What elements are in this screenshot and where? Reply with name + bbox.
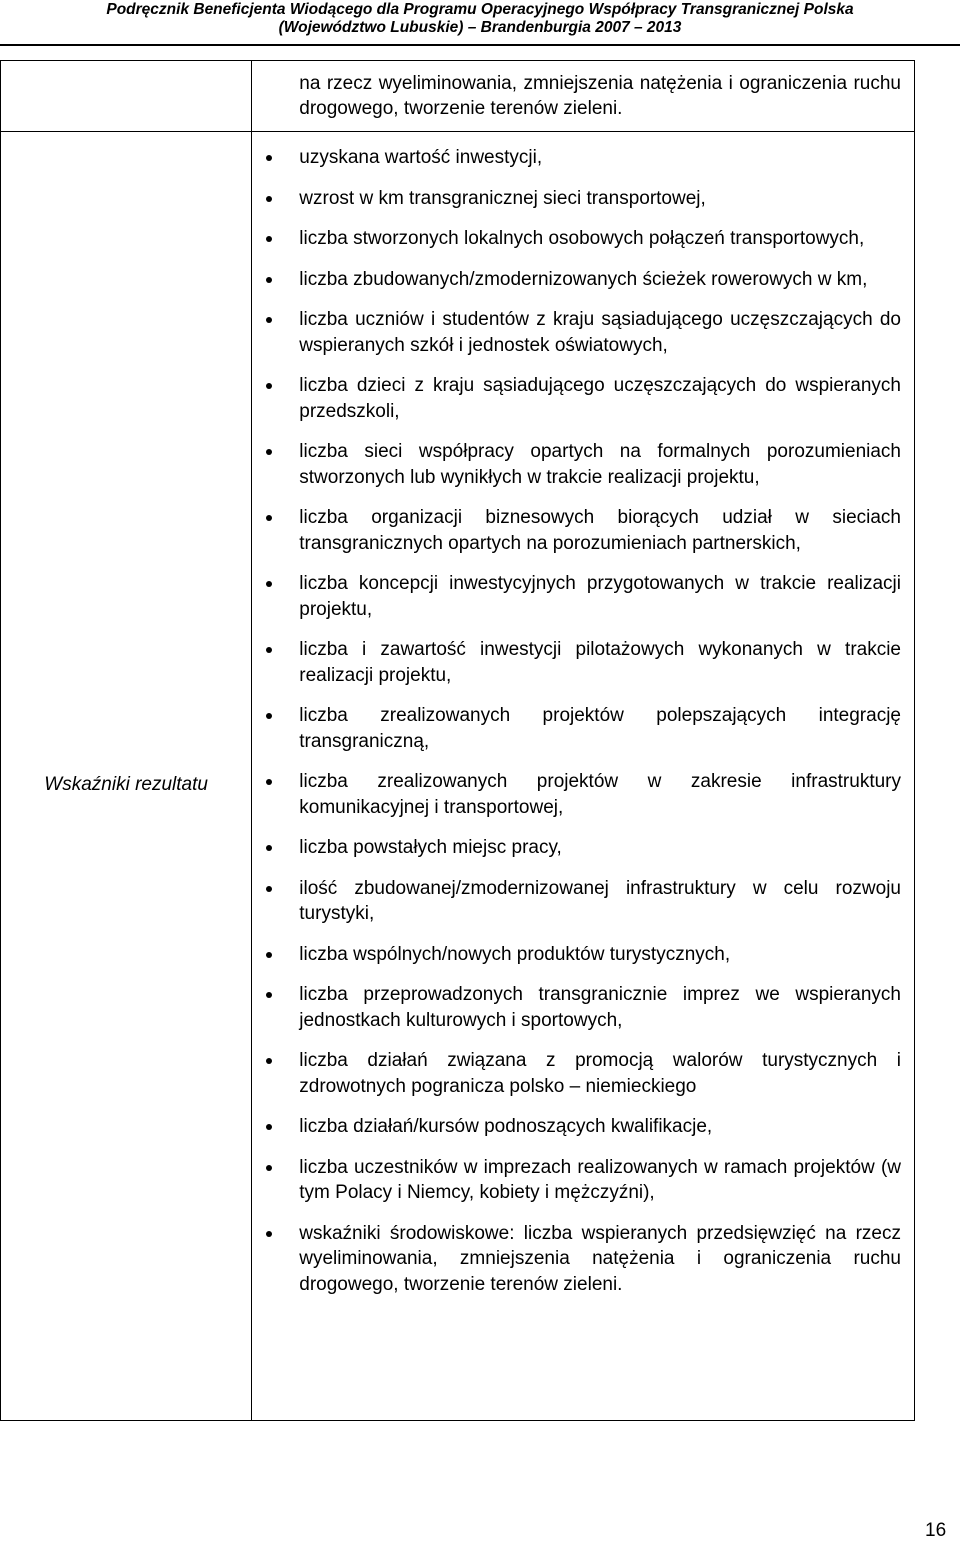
list-item: liczba i zawartość inwestycji pilotażowych wykonanych w trakcie realizacji projektu, [299, 637, 901, 688]
content-cell-continuation [252, 61, 915, 132]
indicators-table [0, 60, 915, 1421]
list-item: ilość zbudowanej/zmodernizowanej infrastruktury w celu rozwoju turystyki, [299, 876, 901, 927]
content-cell-indicators [252, 132, 915, 1421]
continuation-text: na rzecz wyeliminowania, zmniejszenia natężenia i ograniczenia ruchu drogowego, tworzenie terenów zieleni. [299, 73, 901, 119]
list-item: liczba działań związana z promocją walorów turystycznych i zdrowotnych pogranicza polsko – niemieckiego [299, 1048, 901, 1099]
table-row-result-indicators [1, 132, 915, 1421]
list-item: liczba stworzonych lokalnych osobowych połączeń transportowych, [299, 226, 901, 252]
list-item: liczba przeprowadzonych transgranicznie imprez we wspieranych jednostkach kulturowych i sportowych, [299, 982, 901, 1033]
list-item: liczba sieci współpracy opartych na formalnych porozumieniach stworzonych lub wynikłych w trakcie realizacji projektu, [299, 439, 901, 490]
list-item: wskaźniki środowiskowe: liczba wspieranych przedsięwzięć na rzecz wyeliminowania, zmniejszenia natężenia i ograniczenia ruchu drogowego, tworzenie terenów zieleni. [299, 1221, 901, 1298]
list-item: liczba działań/kursów podnoszących kwalifikacje, [299, 1114, 901, 1140]
row-label-cell [1, 132, 252, 1421]
list-item: liczba wspólnych/nowych produktów turystycznych, [299, 942, 901, 968]
header-divider [0, 44, 960, 46]
label-cell-empty [1, 61, 252, 132]
list-item: liczba organizacji biznesowych biorących udział w sieciach transgranicznych opartych na porozumieniach partnerskich, [299, 505, 901, 556]
list-item: liczba zrealizowanych projektów w zakresie infrastruktury komunikacyjnej i transportowej, [299, 769, 901, 820]
list-item: liczba koncepcji inwestycyjnych przygotowanych w trakcie realizacji projektu, [299, 571, 901, 622]
list-item: liczba uczniów i studentów z kraju sąsiadującego uczęszczających do wspieranych szkół i jednostek oświatowych, [299, 307, 901, 358]
list-item: liczba zbudowanych/zmodernizowanych ścieżek rowerowych w km, [299, 267, 901, 293]
indicator-list [252, 132, 914, 1297]
list-item: uzyskana wartość inwestycji, [299, 145, 901, 171]
list-item: liczba dzieci z kraju sąsiadującego uczęszczających do wspieranych przedszkoli, [299, 373, 901, 424]
list-item: liczba powstałych miejsc pracy, [299, 835, 901, 861]
list-item: liczba zrealizowanych projektów polepszających integrację transgraniczną, [299, 703, 901, 754]
header-line-1: Podręcznik Beneficjenta Wiodącego dla Programu Operacyjnego Współpracy Transgranicznej Polska [106, 1, 854, 18]
list-item: wzrost w km transgranicznej sieci transportowej, [299, 186, 901, 212]
table-row-continuation [1, 61, 915, 132]
row-label: Wskaźniki rezultatu [44, 773, 208, 795]
list-item: liczba uczestników w imprezach realizowanych w ramach projektów (w tym Polacy i Niemcy, kobiety i mężczyźni), [299, 1155, 901, 1206]
page-number: 16 [925, 1520, 947, 1541]
header-line-2: (Województwo Lubuskie) – Brandenburgia 2007 – 2013 [278, 19, 682, 36]
